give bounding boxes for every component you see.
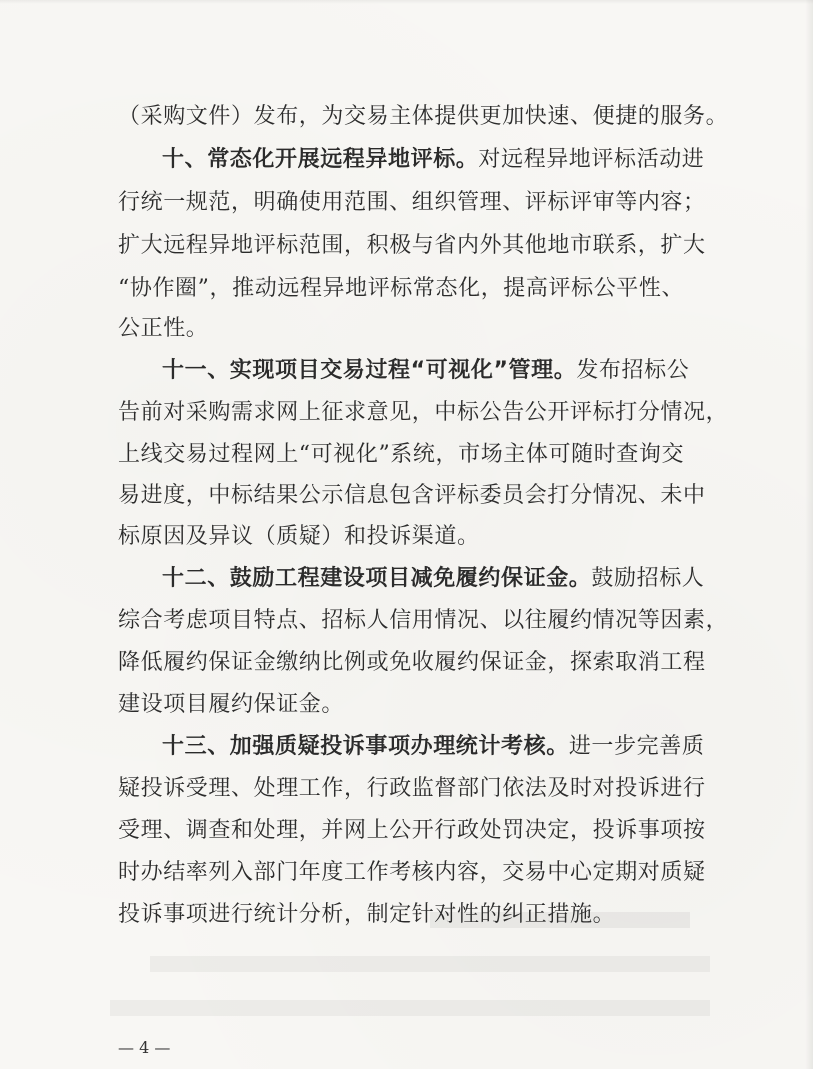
- line-text: 对远程异地评标活动进: [478, 147, 705, 172]
- text-line: [118, 314, 686, 344]
- scan-edge-right: [805, 0, 813, 1069]
- line-text: 建设项目履约保证金。: [118, 692, 345, 717]
- text-line: [162, 564, 705, 594]
- line-text: 降低履约保证金缴纳比例或免收履约保证金，探索取消工程: [118, 650, 706, 675]
- text-line: [118, 188, 706, 218]
- line-text: 扩大远程异地评标范围，积极与省内外其他地市联系，扩大: [118, 233, 706, 258]
- page-number: — 4 —: [118, 1038, 171, 1057]
- line-text: 公正性。: [118, 316, 209, 341]
- section-heading: 十二、鼓励工程建设项目减免履约保证金。: [162, 566, 592, 591]
- scan-edge-top: [0, 0, 813, 4]
- line-text: 行统一规范，明确使用范围、组织管理、评标评审等内容；: [118, 190, 706, 215]
- text-line: [118, 102, 729, 132]
- line-text: 发布招标公: [576, 358, 690, 383]
- text-line: [162, 732, 705, 762]
- text-line: [118, 274, 686, 304]
- line-text: 鼓励招标人: [591, 566, 705, 591]
- line-text: 时办结率列入部门年度工作考核内容，交易中心定期对质疑: [118, 860, 706, 885]
- line-text: 综合考虑项目特点、招标人信用情况、以往履约情况等因素，: [118, 608, 729, 633]
- text-line: [162, 356, 690, 386]
- text-line: [118, 398, 729, 428]
- line-text: 疑投诉受理、处理工作，行政监督部门依法及时对投诉进行: [118, 776, 706, 801]
- text-line: [118, 858, 706, 888]
- text-line: [118, 522, 686, 552]
- line-text: 受理、调查和处理，并网上公开行政处罚决定，投诉事项按: [118, 818, 706, 843]
- text-line: [118, 690, 686, 720]
- text-line: [118, 231, 706, 261]
- bleed-through-2: [150, 956, 710, 972]
- section-heading: 十一、实现项目交易过程“可视化”管理。: [162, 358, 577, 383]
- line-text: 告前对采购需求网上征求意见，中标公告公开评标打分情况，: [118, 400, 729, 425]
- line-text: 投诉事项进行统计分析，制定针对性的纠正措施。: [118, 902, 616, 927]
- line-text: 上线交易过程网上“可视化”系统，市场主体可随时查询交: [118, 442, 685, 467]
- line-text: 标原因及异议（质疑）和投诉渠道。: [118, 524, 480, 549]
- text-line: [118, 648, 706, 678]
- text-line: [118, 606, 729, 636]
- line-text: （采购文件）发布，为交易主体提供更加快速、便捷的服务。: [118, 104, 729, 129]
- text-line: [118, 900, 686, 930]
- bleed-through-3: [110, 1000, 710, 1016]
- line-text: “协作圈”，推动远程异地评标常态化，提高评标公平性、: [118, 276, 685, 301]
- text-line: [118, 440, 686, 470]
- line-text: 易进度，中标结果公示信息包含评标委员会打分情况、未中: [118, 483, 706, 508]
- line-text: 进一步完善质: [568, 734, 705, 759]
- section-heading: 十、常态化开展远程异地评标。: [162, 147, 479, 172]
- text-line: [118, 774, 706, 804]
- text-line: [118, 816, 706, 846]
- text-line: [118, 481, 706, 511]
- text-line: [162, 145, 705, 175]
- section-heading: 十三、加强质疑投诉事项办理统计考核。: [162, 734, 569, 759]
